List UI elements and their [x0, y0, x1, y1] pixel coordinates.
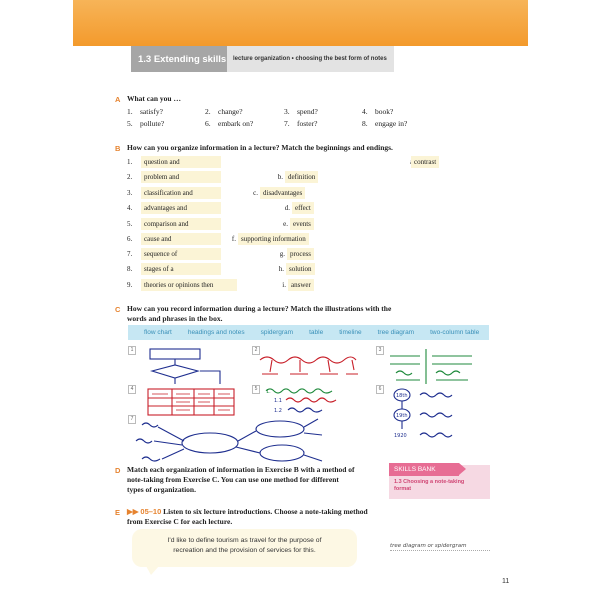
svg-text:1920: 1920: [394, 433, 407, 439]
example-answer: tree diagram or spidergram: [390, 543, 490, 551]
svg-text:1.2: 1.2: [274, 408, 282, 414]
match-ending: answer: [288, 279, 314, 291]
illustration-two-column: 2: [252, 346, 362, 386]
match-ending: solution: [286, 263, 315, 275]
match-ending: disadvantages: [260, 187, 305, 199]
word-box-item: table: [309, 329, 324, 336]
word-box-item: spidergram: [260, 329, 294, 336]
skills-bank-text: 1.3 Choosing a note-taking format: [394, 479, 465, 492]
illustration-two-column-table: 3: [376, 346, 486, 386]
match-beginning: comparison and: [141, 218, 221, 230]
match-beginning: advantages and: [141, 202, 221, 214]
match-ending: effect: [292, 202, 314, 214]
speech-bubble: I'd like to define tourism as travel for the purpose of recreation and the provision of services for this.: [132, 529, 357, 567]
illustration-timeline: 6 18th 19th 1920: [376, 385, 486, 445]
exercise-a-item: 5. pollute?: [127, 119, 165, 128]
page-number: 11: [502, 578, 510, 585]
exercise-c-title-1: How can you record information during a lecture? Match the illustrations with the: [127, 304, 392, 313]
exercise-a-item: 7. foster?: [284, 119, 318, 128]
exercise-d-line-2: note-taking from Exercise C. You can use one method for different: [127, 475, 339, 484]
svg-text:1.1: 1.1: [274, 398, 282, 404]
section-title: 1.3 Extending skills: [131, 46, 227, 72]
match-beginning: problem and: [141, 171, 221, 183]
exercise-a-title: What can you …: [127, 94, 181, 103]
exercise-e-line-2: from Exercise C for each lecture.: [127, 517, 233, 526]
match-ending: process: [287, 248, 314, 260]
exercise-e-letter: E: [115, 508, 121, 517]
illustration-flow-chart: 1: [128, 346, 238, 386]
two-column-drawing: [252, 346, 362, 386]
word-box: [128, 325, 489, 340]
match-ending: events: [290, 218, 314, 230]
exercise-e-line-1: ▶▶ 05–10 Listen to six lecture introductions. Choose a note-taking method: [127, 507, 368, 516]
exercise-b-letter: B: [115, 144, 121, 153]
match-beginning: classification and: [141, 187, 221, 199]
illustration-headings-and-notes: 5 1. 1.1 1.2: [252, 385, 362, 423]
exercise-b-title: How can you organize information in a lecture? Match the beginnings and endings.: [127, 143, 393, 152]
spidergram-drawing: [128, 415, 328, 465]
match-beginning: theories or opinions then: [141, 279, 237, 291]
top-color-band: [73, 0, 528, 46]
section-subtitle: lecture organization • choosing the best form of notes: [227, 46, 394, 72]
word-box-item: headings and notes: [187, 329, 245, 336]
section-header: [131, 46, 394, 72]
match-ending: supporting information: [238, 233, 309, 245]
exercise-a-item: 4. book?: [362, 107, 394, 116]
match-beginning: question and: [141, 156, 221, 168]
exercise-a-item: 8. engage in?: [362, 119, 408, 128]
word-box-item: flow chart: [144, 329, 172, 336]
word-box-item: tree diagram: [377, 329, 415, 336]
audio-icon[interactable]: ▶▶: [127, 507, 139, 516]
exercise-a-item: 6. embark on?: [205, 119, 254, 128]
exercise-a-letter: A: [115, 95, 121, 104]
illustration-table: 4: [128, 385, 238, 423]
svg-text:19th: 19th: [396, 413, 408, 419]
exercise-c-title-2: words and phrases in the box.: [127, 314, 223, 323]
svg-text:1.: 1.: [266, 389, 271, 395]
exercise-a-item: 1. satisfy?: [127, 107, 163, 116]
table-lines-drawing: [376, 346, 486, 386]
match-ending: definition: [285, 171, 318, 183]
exercise-d-letter: D: [115, 466, 121, 475]
word-box-item: timeline: [339, 329, 362, 336]
match-beginning: sequence of: [141, 248, 221, 260]
word-box-item: two-column table: [430, 329, 480, 336]
match-beginning: cause and: [141, 233, 221, 245]
exercise-d-line-3: types of organization.: [127, 485, 196, 494]
speech-bubble-tail: [146, 566, 159, 575]
exercise-d-line-1: Match each organization of information in Exercise B with a method of: [127, 465, 355, 474]
exercise-c-letter: C: [115, 305, 121, 314]
audio-track: 05–10: [140, 507, 162, 516]
svg-text:18th: 18th: [396, 393, 408, 399]
illustration-spidergram: 7: [128, 415, 328, 465]
match-beginning: stages of a: [141, 263, 221, 275]
timeline-drawing: [376, 385, 486, 445]
skills-bank-box: [389, 465, 490, 499]
flow-chart-drawing: [128, 346, 238, 386]
exercise-a-item: 3. spend?: [284, 107, 318, 116]
match-ending: contrast: [411, 156, 439, 168]
skills-bank-heading: SKILLS BANK: [389, 463, 459, 476]
exercise-a-item: 2. change?: [205, 107, 243, 116]
